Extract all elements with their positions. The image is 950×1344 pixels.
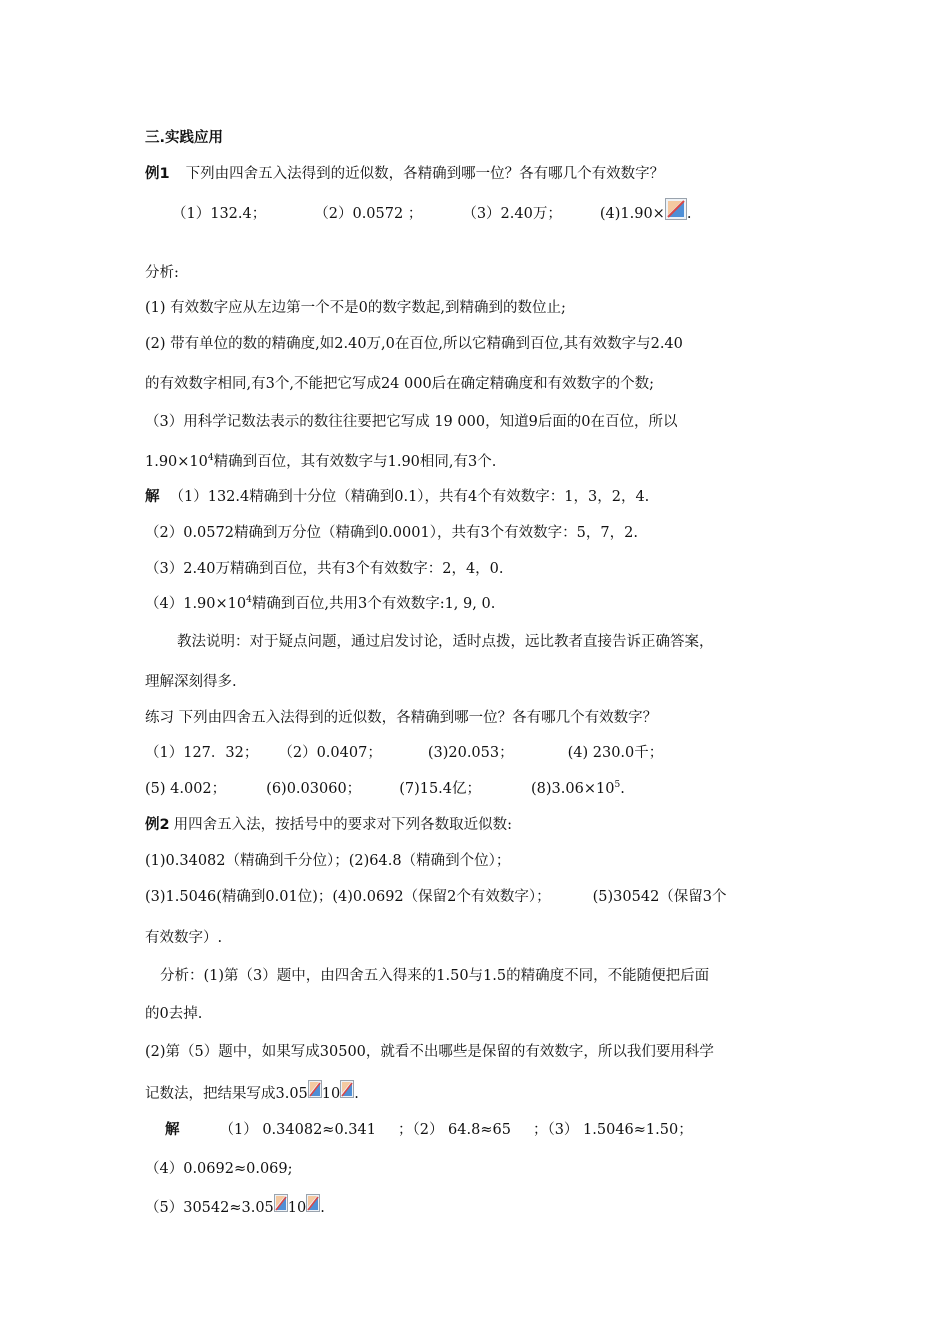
example2-analysis-1: 分析：(1)第（3）题中，由四舍五入得来的1.50与1.5的精确度不同，不能随便把后面 [160, 968, 710, 984]
example1-item-2: （2）0.0572 ； [314, 206, 423, 222]
example1-solution-3: （3）2.40万精确到百位，共有3个有效数字：2，4，0. [145, 561, 504, 577]
example2-analysis-4: 记数法，把结果写成3.05 10 . [145, 1082, 359, 1106]
example1-label: 例1 [145, 166, 170, 182]
example2-solution-1: 解 （1） 0.34082≈0.341 ；（2） 64.8≈65 ；（3） 1.5046≈1.50； [165, 1122, 693, 1138]
example1-item-4: (4)1.90× [599, 206, 665, 222]
solution-label: 解 [145, 489, 160, 505]
example1-items: （1）132.4； （2）0.0572 ； （3）2.40万； (4)1.90× . [172, 200, 691, 228]
formula-image-icon [274, 1194, 288, 1218]
teaching-note-2: 理解深刻得多. [145, 674, 237, 690]
example1-analysis-1: (1) 有效数字应从左边第一个不是0的数字数起,到精确到的数位止; [145, 300, 566, 316]
example1-solution-1: 解 （1）132.4精确到十分位（精确到0.1），共有4个有效数字：1，3，2，4. [145, 489, 650, 505]
section-title: 三.实践应用 [145, 130, 224, 146]
example1-item-3: （3）2.40万； [462, 206, 562, 222]
example2-solution-label: 解 [165, 1122, 180, 1138]
example1-analysis-2: (2) 带有单位的数的精确度,如2.40万,0在百位,所以它精确到百位,其有效数字与2.40 [145, 336, 683, 352]
practice-question: 练习 下列由四舍五入法得到的近似数，各精确到哪一位？各有哪几个有效数字？ [145, 710, 658, 726]
example1-solution-2: （2）0.0572精确到万分位（精确到0.0001），共有3个有效数字：5，7，2. [145, 525, 638, 541]
example1-question [145, 164, 664, 184]
example2-question: 例2 用四舍五入法，按括号中的要求对下列各数取近似数: [145, 817, 512, 833]
example2-solution-2: （4）0.0692≈0.069; [145, 1161, 293, 1177]
practice-row-1: （1）127．32； （2）0.0407； (3)20.053； (4) 230.0千； [145, 745, 664, 761]
example2-items-3: 有效数字）. [145, 930, 223, 946]
example2-label: 例2 [145, 817, 170, 833]
formula-image-icon [340, 1080, 354, 1104]
example2-solution-3: （5）30542≈3.05 10 . [145, 1196, 325, 1220]
example1-item-1: （1）132.4； [172, 206, 267, 222]
formula-image-icon [306, 1194, 320, 1218]
example1-analysis-4: （3）用科学记数法表示的数往往要把它写成 19 000，知道9后面的0在百位，所以 [145, 414, 678, 430]
formula-image-icon [308, 1080, 322, 1104]
example2-analysis-3: (2)第（5）题中，如果写成30500，就看不出哪些是保留的有效数字，所以我们要用科学 [145, 1044, 714, 1060]
formula-image-icon [665, 198, 687, 226]
example1-solution-4: $(4)1.90\times 10^4$精确到百位,共用3个有效数字:1, 9, 0. [145, 595, 496, 612]
practice-row-2: (5) 4.002； (6)0.03060； (7)15.4亿； $(8)3.06\times 10^5$. [145, 780, 625, 797]
teaching-note-1: 教法说明：对于疑点问题，通过启发讨论，适时点拨，远比教者直接告诉正确答案， [177, 634, 714, 650]
example1-question-text: 下列由四舍五入法得到的近似数，各精确到哪一位？各有哪几个有效数字？ [185, 166, 665, 182]
example1-analysis-3: 的有效数字相同,有3个,不能把它写成24 000后在确定精确度和有效数字的个数; [145, 376, 655, 392]
example1-analysis-5: $1.90\times 10^4$精确到百位，其有效数字与1.90相同,有3个. [145, 453, 497, 470]
example1-analysis-label: 分析: [145, 265, 179, 281]
example2-items-1: (1)0.34082（精确到千分位）；(2)64.8（精确到个位）； [145, 853, 511, 869]
example2-items-2: (3)1.5046(精确到0.01位)；(4)0.0692（保留2个有效数字）； (5)30542（保留3个 [145, 889, 727, 905]
example2-analysis-2: 的0去掉. [145, 1006, 203, 1022]
